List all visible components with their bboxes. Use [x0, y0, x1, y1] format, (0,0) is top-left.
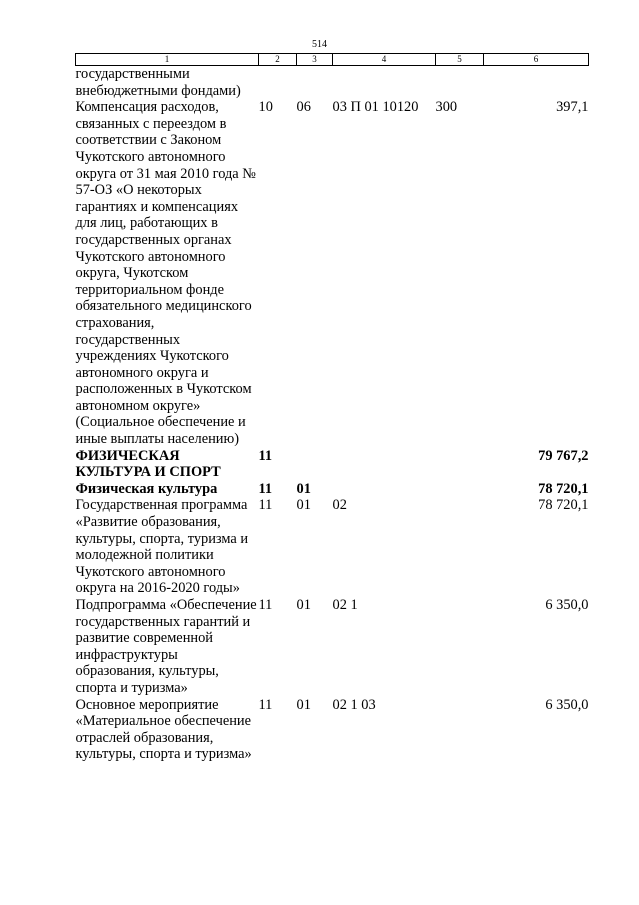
row-name: ФИЗИЧЕСКАЯ КУЛЬТУРА И СПОРТ: [75, 447, 221, 481]
header-cell: 5: [436, 54, 484, 66]
row-section: 10: [258, 99, 273, 116]
row-amount: 6 350,0: [545, 696, 589, 713]
table-row: [76, 448, 589, 481]
row-name: Государственная программа «Развитие образования, культуры, спорта, туризма и молодежной политики Чукотского автономного округа на 2016-2020 годы»: [75, 497, 249, 597]
row-section: 11: [258, 597, 273, 613]
row-expense-type: [436, 66, 484, 100]
header-cell: 6: [484, 54, 589, 66]
header-row: [76, 54, 589, 66]
row-expense-type: [436, 497, 484, 597]
table-row: [76, 66, 589, 100]
row-section: [259, 66, 297, 100]
row-subsection: 01: [296, 497, 311, 514]
row-target-code: 03 П 01 10120: [332, 99, 419, 116]
table-row: [76, 597, 589, 697]
row-expense-type: 300: [435, 99, 458, 116]
row-amount: 78 720,1: [538, 480, 589, 497]
row-subsection: 01: [296, 597, 311, 613]
row-subsection: [297, 66, 333, 100]
row-name: Подпрограмма «Обеспечение государственных гарантий и развитие современной инфраструктуры образования, культуры, спорта и туризма»: [75, 597, 257, 696]
row-section: 11: [258, 480, 273, 497]
row-expense-type: [436, 481, 484, 498]
table-row: [76, 99, 589, 447]
row-target-code: 02 1 03: [332, 696, 376, 713]
row-amount: 78 720,1: [538, 497, 589, 514]
table-row: [76, 697, 589, 763]
row-name: Основное мероприятие «Материальное обеспечение отраслей образования, культуры, спорта и туризма»: [75, 696, 252, 763]
row-target-code: [333, 448, 436, 481]
row-name: государственными внебюджетными фондами): [75, 66, 241, 99]
row-expense-type: [436, 448, 484, 481]
row-amount: [484, 66, 589, 100]
row-expense-type: [436, 697, 484, 763]
header-cell: 2: [259, 54, 297, 66]
row-amount: 79 767,2: [538, 447, 589, 464]
table-row: [76, 497, 589, 597]
budget-table: [75, 53, 589, 763]
row-target-code: [333, 481, 436, 498]
page-number: 514: [312, 39, 327, 50]
row-subsection: 01: [296, 480, 311, 497]
row-name: Физическая культура: [75, 480, 218, 497]
row-expense-type: [436, 597, 484, 697]
header-cell: 1: [76, 54, 259, 66]
row-section: 11: [258, 497, 273, 514]
row-section: 11: [258, 696, 273, 713]
row-subsection: 01: [296, 696, 311, 713]
row-target-code: [333, 66, 436, 100]
table-row: [76, 481, 589, 498]
row-section: 11: [258, 447, 273, 464]
row-target-code: 02 1: [332, 597, 358, 613]
row-subsection: 06: [296, 99, 311, 116]
row-target-code: 02: [332, 497, 347, 514]
row-amount: 6 350,0: [545, 597, 589, 613]
row-subsection: [297, 448, 333, 481]
header-cell: 4: [333, 54, 436, 66]
row-name: Компенсация расходов, связанных с переездом в соответствии с Законом Чукотского автономного округа от 31 мая 2010 года № 57-ОЗ «О некоторых гарантиях и компенсациях для лиц, работающих в государственных органах Чукотского автономного округа, Чукотском территориальном фонде обязательного медицинского страхования, государственных учреждениях Чукотского автономного округа и расположенных в Чукотском автономном округе» (Социальное обеспечение и иные выплаты населению): [75, 99, 257, 448]
header-cell: 3: [297, 54, 333, 66]
row-amount: 397,1: [556, 99, 589, 116]
